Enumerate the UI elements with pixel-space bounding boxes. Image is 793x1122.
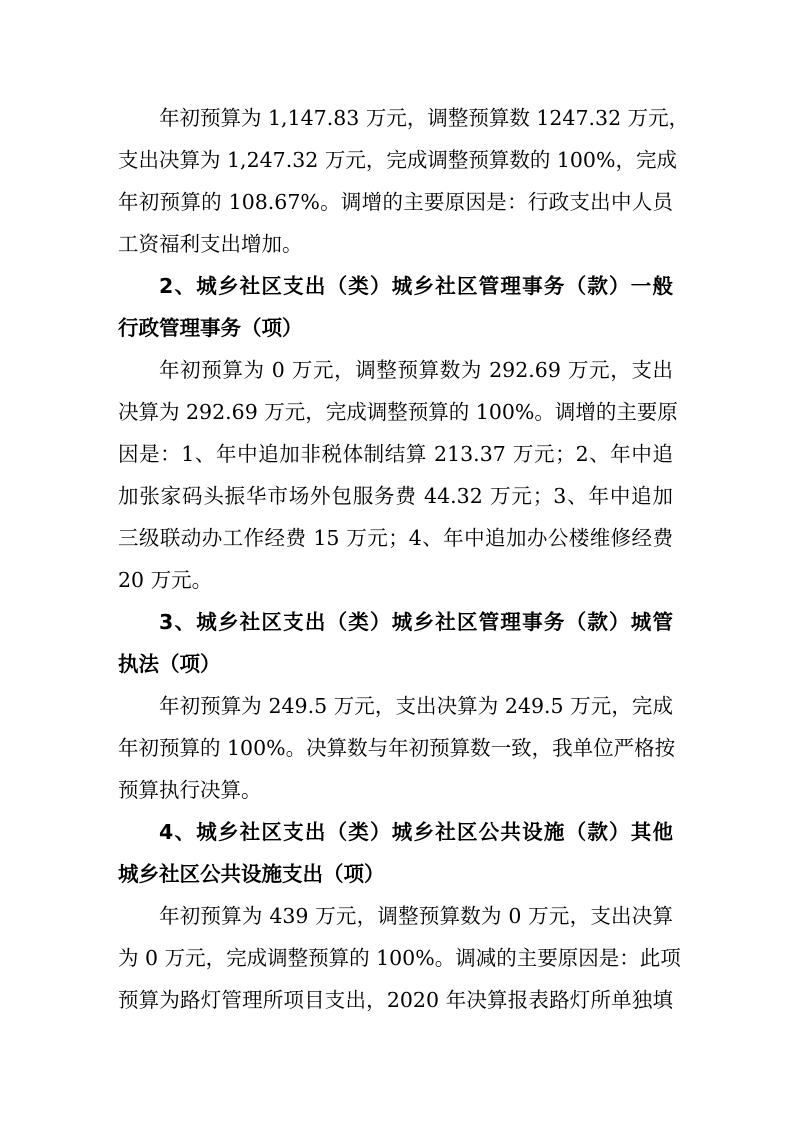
section-heading-2-cont: 行政管理事务（项） xyxy=(118,316,303,340)
body-line: 年初预算为 0 万元，调整预算数为 292.69 万元，支出 xyxy=(159,358,673,382)
body-line: 工资福利支出增加。 xyxy=(118,232,303,256)
body-line: 年初预算为 439 万元，调整预算数为 0 万元，支出决算 xyxy=(159,904,673,928)
body-line: 因是：1、年中追加非税体制结算 213.37 万元；2、年中追 xyxy=(118,442,673,466)
section-heading-2: 2、城乡社区支出（类）城乡社区管理事务（款）一般 xyxy=(159,274,673,298)
body-line: 年初预算为 249.5 万元，支出决算为 249.5 万元，完成 xyxy=(159,694,673,718)
section-heading-4-cont: 城乡社区公共设施支出（项） xyxy=(118,862,385,886)
body-line: 三级联动办工作经费 15 万元；4、年中追加办公楼维修经费 xyxy=(118,526,673,550)
body-line: 年初预算为 1,147.83 万元，调整预算数 1247.32 万元， xyxy=(159,106,690,130)
section-heading-4: 4、城乡社区支出（类）城乡社区公共设施（款）其他 xyxy=(159,820,673,844)
body-line: 预算为路灯管理所项目支出，2020 年决算报表路灯所单独填 xyxy=(118,988,673,1012)
body-line: 支出决算为 1,247.32 万元，完成调整预算数的 100%，完成 xyxy=(118,148,677,172)
body-line: 20 万元。 xyxy=(118,568,213,592)
body-line: 为 0 万元，完成调整预算的 100%。调减的主要原因是：此项 xyxy=(118,946,681,970)
section-heading-3: 3、城乡社区支出（类）城乡社区管理事务（款）城管 xyxy=(159,610,673,634)
body-line: 年初预算的 100%。决算数与年初预算数一致，我单位严格按 xyxy=(118,736,676,760)
body-line: 年初预算的 108.67%。调增的主要原因是：行政支出中人员 xyxy=(118,190,673,214)
body-line: 加张家码头振华市场外包服务费 44.32 万元；3、年中追加 xyxy=(118,484,673,508)
body-line: 预算执行决算。 xyxy=(118,778,262,802)
section-heading-3-cont: 执法（项） xyxy=(118,652,221,676)
body-line: 决算为 292.69 万元，完成调整预算的 100%。调增的主要原 xyxy=(118,400,678,424)
